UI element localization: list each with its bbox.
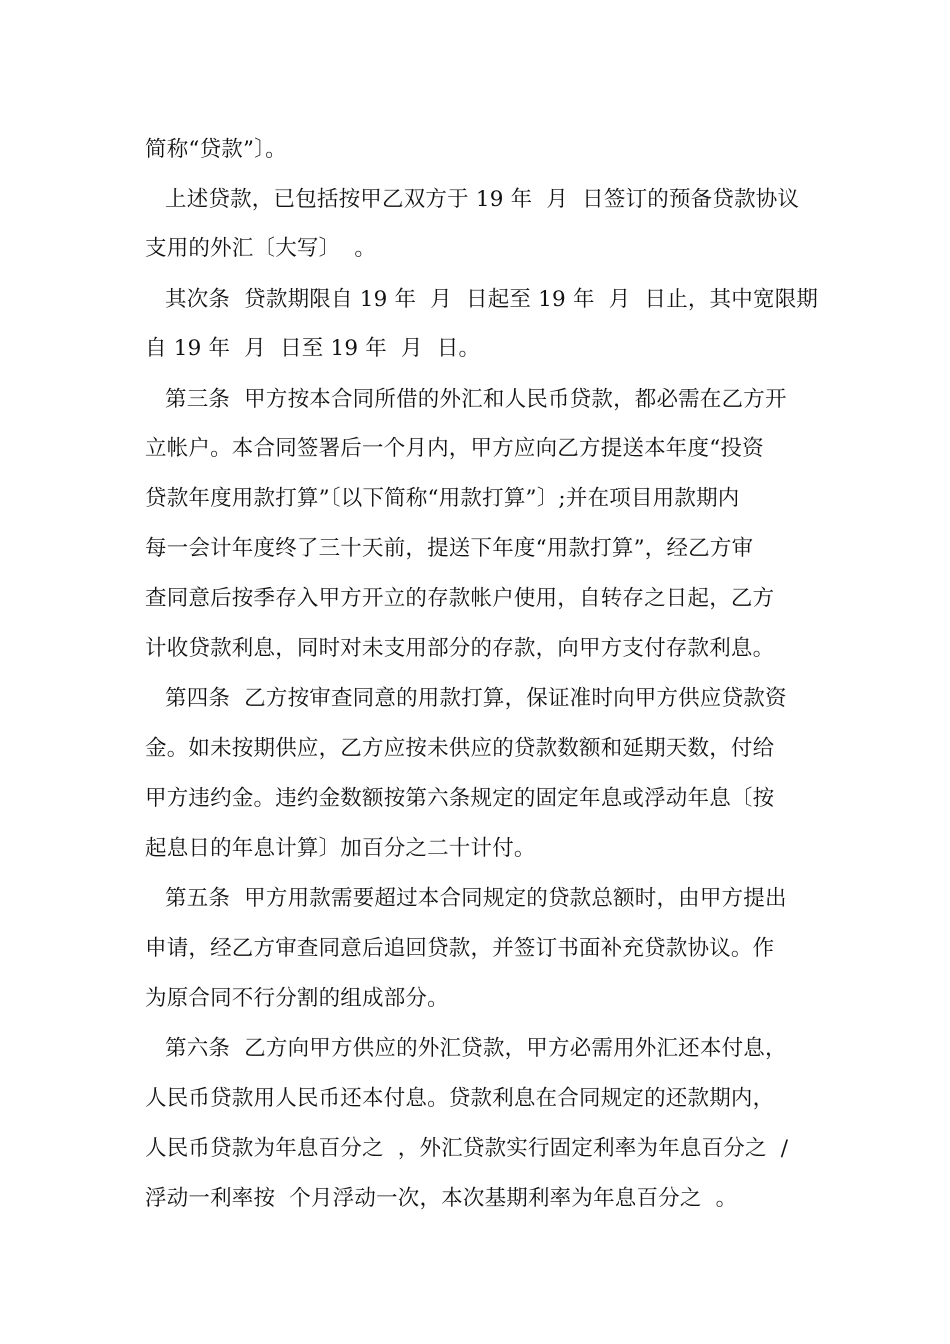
text-line: 其次条 贷款期限自 19 年 月 日起至 19 年 月 日止，其中宽限期: [165, 287, 819, 312]
text-line: 起息日的年息计算〕加百分之二十计付。: [145, 836, 536, 861]
text-line: 支用的外汇〔大写〕 。: [145, 236, 377, 261]
text-line: 上述贷款，已包括按甲乙双方于 19 年 月 日签订的预备贷款协议: [165, 187, 800, 212]
text-line: 第六条 乙方向甲方供应的外汇贷款，甲方必需用外汇还本付息，: [165, 1036, 787, 1061]
text-line: 申请，经乙方审查同意后追回贷款，并签订书面补充贷款协议。作: [145, 936, 775, 961]
text-line: 金。如未按期供应，乙方应按未供应的贷款数额和延期天数，付给: [145, 736, 775, 761]
text-line: 每一会计年度终了三十天前，提送下年度“用款打算”，经乙方审: [145, 536, 754, 561]
text-line: 立帐户。本合同签署后一个月内，甲方应向乙方提送本年度“投资: [145, 436, 764, 461]
text-line: 为原合同不行分割的组成部分。: [145, 986, 449, 1011]
text-line: 简称“贷款”〕。: [145, 137, 287, 162]
text-line: 浮动一利率按 个月浮动一次，本次基期利率为年息百分之 。: [145, 1186, 738, 1211]
text-line: 自 19 年 月 日至 19 年 月 日。: [145, 336, 481, 361]
text-line: 查同意后按季存入甲方开立的存款帐户使用，自转存之日起，乙方: [145, 586, 775, 611]
text-line: 第三条 甲方按本合同所借的外汇和人民币贷款，都必需在乙方开: [165, 387, 787, 412]
text-line: 第五条 甲方用款需要超过本合同规定的贷款总额时，由甲方提出: [165, 886, 787, 911]
text-line: 贷款年度用款打算”〔以下简称“用款打算”〕;并在项目用款期内: [145, 486, 740, 511]
text-line: 人民币贷款为年息百分之 ，外汇贷款实行固定利率为年息百分之 /: [145, 1136, 789, 1161]
text-line: 第四条 乙方按审查同意的用款打算，保证准时向甲方供应贷款资: [165, 686, 787, 711]
text-line: 计收贷款利息，同时对未支用部分的存款，向甲方支付存款利息。: [145, 636, 775, 661]
text-line: 人民币贷款用人民币还本付息。贷款利息在合同规定的还款期内，: [145, 1086, 775, 1111]
text-line: 甲方违约金。违约金数额按第六条规定的固定年息或浮动年息〔按: [145, 786, 775, 811]
